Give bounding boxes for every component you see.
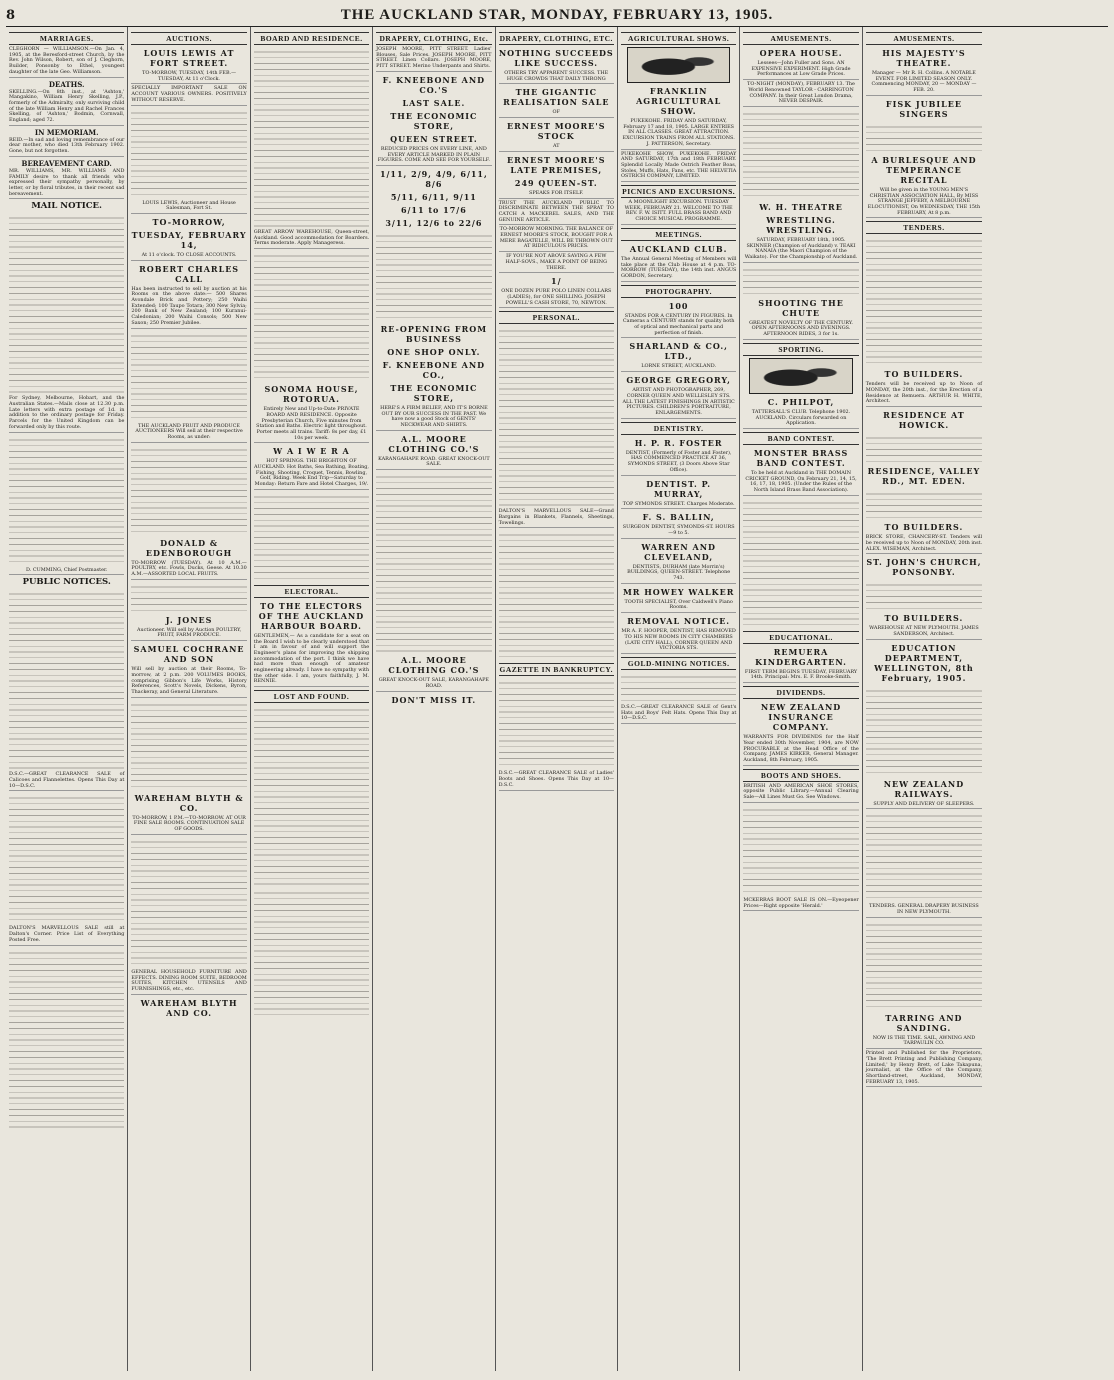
ad-display-line: NEW ZEALAND INSURANCE COMPANY. [760,702,842,733]
advertisement-text: GREAT KNOCK-OUT SALE, KARANGAHAPE ROAD. [376,678,491,691]
ad-display-line: 5/11, 6/11, 9/11 [390,191,477,202]
advertisement-text: DALTON'S MARVELLOUS SALE still at Dalton's Corner. Price List of Everything Posted Free. [9,926,124,945]
text-column-filler [499,678,614,768]
text-column-filler [131,582,246,612]
advertisement-text: BRICK STORE, CHANCERY-ST. Tenders will be received up to Noon of MONDAY, 20th inst. ALEX. WISEMAN, Architect. [866,535,982,554]
advertisement-text: CLEGHORN — WILLIAMSON.—On Jan. 4, 1905, at the Beresford-street Church, by the Rev. John Wilson, Robert, son of J. Cleghorn, Builder, Ponsonby to Ethel, youngest daughter of the late Geo. Williamson. [9,47,124,78]
ad-display-line: ROBERT CHARLES CALL [139,263,240,284]
advertisement-text: Will be given in the YOUNG MEN'S CHRISTIAN ASSOCIATION HALL, By MISS STRANGE JEFFERY, A MELBOURNE ELOCUTIONIST, On WEDNESDAY, THE 15th FEBRUARY, At 8 p.m. [866,188,982,219]
ad-display-line: SHARLAND & CO., LTD., [629,341,728,362]
advertisement-text: DALTON'S MARVELLOUS SALE—Grand Bargains in Blankets, Flannels, Sheetings, Towelings. [499,509,614,528]
advertisement-text: TOP SYMONDS STREET. Charges Moderate. [621,502,736,510]
masthead [6,4,1108,27]
text-column-filler [499,326,614,506]
ad-display-line: DENTIST. P. MURRAY, [646,478,712,499]
section-subheading: BEREAVEMENT CARD. [21,158,112,168]
text-column-filler [866,920,982,1010]
column-heading: AGRICULTURAL SHOWS. [621,32,736,45]
advertisement-text: IF YOU'RE NOT ABOVE SAVING A FEW HALF-SOVS., MAKE A POINT OF BEING THERE. [499,254,614,273]
column-heading: DRAPERY, CLOTHING, Etc. [376,32,491,45]
advertisement-text: Entirely New and Up-to-Date PRIVATE BOARD AND RESIDENCE. Opposite Presbyterian Church, Five minutes from Station and Baths. Electric light throughout. Porter meets all trains. Tariff: 8s per day, £1 10s per week. [254,407,369,443]
text-column-filler [131,445,246,535]
ad-display-line: 6/11 to 17/6 [400,204,467,215]
advertisement-text: OF [499,110,614,118]
advertisement-text: HOT SPRINGS. THE BRIGHTON OF AUCKLAND. Hot Baths, Sea Bathing, Boating, Fishing, Shooting, Croquet, Tennis, Bowling, Golf, Riding. Week End Trip—Saturday to Monday: Return Fare and Hotel Charges, 19/. [254,459,369,490]
advertisement-text: ARTIST AND PHOTOGRAPHER, 269, CORNER QUEEN AND WELLESLEY STS. ALL THE LATEST FINISHINGS IN ARTISTIC PICTURES. CHILDREN'S PORTRAITURE, ENLARGEMENTS. [621,388,736,419]
advertisement-text: PUKEKOHE SHOW, PUKEKOHE. FRIDAY AND SATURDAY, 17th and 18th FEBRUARY. Splendid Locally Made Ostrich Feather Boas, Stoles, Muffs, Hats, Fans, etc. THE HELVETIA OSTRICH COMPANY, LIMITED. [621,152,736,183]
advertisement-text: REID.—In sad and loving remembrance of our dear mother, who died 13th February 1902. Gone, but not forgotten. [9,138,124,157]
text-column-filler [866,122,982,152]
advertisement-text: SURGEON DENTIST, SYMONDS-ST. HOURS—9 to 5. [621,525,736,538]
section-heading: DENTISTRY. [621,422,736,435]
advertisement-text: ONE DOZEN PURE POLO LINEN COLLARS (LADIES), for ONE SHILLING. JOSEPH POWELL'S CASH STORE, 70, NEWTON. [499,289,614,308]
advertisement-text: TO-NIGHT (MONDAY), FEBRUARY 13. The World Renowned TAYLOR - CARRINGTON COMPANY. In their Great London Drama, NEVER DESPAIR. [743,82,858,107]
ad-display-line: WAREHAM BLYTH & CO. [134,792,244,813]
text-column-filler [254,492,369,582]
advertisement-text: For Sydney, Melbourne, Hobart, and the Australian States.—Mails close at 12.30 p.m. Late letters with extra postage of 1d. in addition to the ordinary postage for Friday. Parcels for the United Kingdom can be forwarded only by this route. [9,396,124,432]
text-column-filler [254,888,369,1018]
text-column-filler [743,265,858,295]
ad-display-line: 249 QUEEN-ST. [514,177,598,188]
column-heading: MARRIAGES. [9,32,124,45]
advertisement-text: D.S.C.—GREAT CLEARANCE SALE of Calicoes and Flannelettes. Opens This Day at 10—D.S.C. [9,772,124,791]
advertisement-text: THE AUCKLAND FRUIT AND PRODUCE AUCTIONEERS Will sell at their respective Rooms, as under: [131,424,246,443]
advertisement-text: The Annual General Meeting of Members will take place at the Club House at 4 p.m. TO-MORROW (TUESDAY), the 14th inst. ANGUS GORDON, Secretary. [621,257,736,282]
section-heading: BOOTS AND SHOES. [743,769,858,782]
advertisement-text: GENERAL HOUSEHOLD FURNITURE AND EFFECTS. DINING ROOM SUITE, BEDROOM SUITES, KITCHEN UTENSILS AND FURNISHINGS, etc., etc. [131,970,246,995]
ad-display-line: AUCKLAND CLUB. [629,243,728,254]
advertisement-text: Has been instructed to sell by auction at his Rooms on the above date:— 500 Shares Avondale Brick and Pottery; 250 Waihi Extended; 100 Taupo Totara; 300 New Sylvia; 200 Bank of New Zealand; 100 Kuranui-Caledonian; 200 Waihi Consols; 500 New Saxon; 250 Premier Jubilee. [131,287,246,329]
ad-display-line: REMUERA KINDERGARTEN. [755,646,847,667]
section-subheading: MAIL NOTICE. [31,201,102,212]
ad-display-line: FISK JUBILEE SINGERS [885,98,962,119]
engraving-illustration [627,47,730,83]
section-heading: MEETINGS. [621,228,736,241]
section-heading: EDUCATIONAL. [743,631,858,644]
ad-display-line: QUEEN STREET. [390,133,478,144]
ad-display-line: 3/11, 12/6 to 22/6 [385,217,483,228]
ad-display-line: SHOOTING THE CHUTE [758,297,844,318]
advertisement-text: SPEAKS FOR ITSELF. [499,191,614,199]
section-subheading: DEATHS. [48,79,85,89]
advertisement-text: FIRST TERM BEGINS TUESDAY, FEBRUARY 14th. Principal: Mrs. E. F. Brooke-Smith. [743,670,858,683]
ad-display-line: TO BUILDERS. [884,613,964,624]
ad-display-line: THE ECONOMIC STORE, [390,382,478,403]
advertisement-text: Tenders will be received up to Noon of MONDAY, the 20th inst., for the Erection of a Residence at Remuera. ARTHUR H. WHITE, Architect. [866,382,982,407]
column-heading: DRAPERY, CLOTHING, ETC. [499,34,613,43]
advertisement-text: JOSEPH MOORE, PITT STREET. Ladies' Blouses, Sale Prices. JOSEPH MOORE, PITT STREET. Linen Collars. JOSEPH MOORE, PITT STREET. Merino Underpants and Shirts. [376,47,491,72]
advertisement-text: At 11 o'clock. TO CLOSE ACCOUNTS. [131,253,246,261]
ad-display-line: WAREHAM BLYTH AND CO. [140,997,238,1018]
advertisement-text: DENTISTS, DURHAM (late Morrin's) BUILDINGS, QUEEN-STREET. Telephone 743. [621,565,736,584]
text-column-filler [131,108,246,198]
advertisement-text: BRITISH AND AMERICAN SHOE STORES, opposite Public Library.—Annual Clearing Sale—All Lines Must Go. See Windows. [743,784,858,803]
ad-display-line: J. JONES [165,614,213,625]
advertisement-text: LOUIS LEWIS, Auctioneer and House Salesman, Fort St. [131,201,246,214]
advertisement-text: Printed and Published for the Proprietors, 'The Brett Printing and Publishing Company, Limited,' by Henry Brett, of Lake Takapuna, journalist, at the Office of the Company, Shortland-street, Auckland, MONDAY, FEBRUARY 13, 1905. [866,1051,982,1087]
text-column-filler [9,793,124,923]
advertisement-text: TO-MORROW, 1 P.M.—TO-MORROW. AT OUR FINE SALE ROOMS. CONTINUATION SALE OF GOODS. [131,816,246,835]
text-column-filler [376,472,491,652]
advertisement-text: TO-MORROW, TUESDAY, 14th FEB.—TUESDAY, At 11 o'Clock. [131,71,246,84]
ad-display-line: SONOMA HOUSE, ROTORUA. [264,384,359,405]
ad-display-line: EDUCATION DEPARTMENT, WELLINGTON, 8th February, 1905. [874,642,974,683]
text-column-filler [866,489,982,519]
advertisement-text: Lessees—John Fuller and Sons. AN EXPENSIVE EXPERIMENT. High Grade Performances at Low Grade Prices. [743,61,858,80]
advertisement-text: D. CUMMING, Chief Postmaster. [9,568,124,576]
text-column-filler [254,47,369,227]
section-heading: TENDERS. [866,221,982,234]
engraving-illustration [749,358,852,394]
advertisement-text: HERE'S A FIRM BELIEF, AND IT'S BORNE OUT BY OUR SUCCESS IN THE PAST. We have now a good Stock of GENTS' NECKWEAR AND SHIRTS. [376,406,491,431]
column-heading: BOARD AND RESIDENCE. [254,32,369,45]
column-7 [740,27,862,1371]
section-heading: BAND CONTEST. [743,432,858,445]
ad-display-line: DONALD & EDENBOROUGH [145,537,233,558]
ad-display-line: THE ECONOMIC STORE, [390,110,478,131]
ad-display-line: A BURLESQUE AND TEMPERANCE RECITAL [871,154,977,185]
text-column-filler [499,530,614,660]
text-column-filler [621,672,736,702]
ad-display-line: DON'T MISS IT. [391,694,477,705]
ad-display-line: TO-MORROW, [152,216,226,227]
advertisement-text: SKELLING.—On 8th inst., at 'Ashton,' Mangakino, William Henry Skelling, J.P., formerly of the Admiralty, only surviving child of the late William Henry and Rachel Frances Skelling, of 'Ashton,' Bodmin, Cornwall, England; aged 72. [9,90,124,126]
ad-display-line: W A I W E R A [273,446,350,457]
ad-display-line: 100 [668,300,689,311]
text-column-filler [743,805,858,895]
newspaper-title: THE AUCKLAND STAR, MONDAY, FEBRUARY 13, 1905. [340,6,774,23]
ad-display-line: RE-OPENING FROM BUSINESS [380,323,488,344]
text-column-filler [866,811,982,901]
ad-display-line: WARREN AND CLEVELAND, [641,541,716,562]
column-3 [251,27,373,1371]
ad-display-line: REMOVAL NOTICE. [627,616,731,627]
section-heading: SPORTING. [743,343,858,356]
section-heading: PERSONAL. [499,311,614,324]
advertisement-text: TO-MORROW MORNING. THE BALANCE OF ERNEST MOORE'S STOCK, BOUGHT FOR A MERE BAGATELLE, WILL BE THROWN OUT AT RIDICULOUS PRICES. [499,227,614,252]
advertisement-text: SPECIALLY IMPORTANT SALE ON ACCOUNT VARIOUS OWNERS. POSITIVELY WITHOUT RESERVE. [131,86,246,105]
text-column-filler [743,109,858,199]
text-column-filler [131,331,246,421]
ad-display-line: RESIDENCE, VALLEY RD., MT. EDEN. [867,466,981,487]
advertisement-text: D.S.C.—GREAT CLEARANCE SALE of Ladies' Boots and Shoes. Opens This Day at 10—D.S.C. [499,771,614,790]
section-subheading: IN MEMORIAM. [34,127,99,137]
ad-display-line: NEW ZEALAND RAILWAYS. [883,778,965,799]
advertisement-text: TRUST THE AUCKLAND PUBLIC TO DISCRIMINATE BETWEEN THE SPRAT TO CATCH A MACKEREL SALES, AND THE GENUINE ARTICLE. [499,201,614,226]
text-column-filler [9,435,124,565]
advertisement-text: LORNE STREET, AUCKLAND. [621,364,736,372]
ad-display-line: ERNEST MOORE'S STOCK [507,121,606,142]
advertisement-text: WARRANTS FOR DIVIDENDS for the Half Year ended 30th November, 1904, are NOW PROCURABLE at the Head Office of the Company. JAMES KIRKER, General Manager. Auckland, 8th February, 1905. [743,735,858,766]
ad-display-line: ONE SHOP ONLY. [387,346,481,357]
ad-display-line: SAMUEL COCHRANE AND SON [133,644,245,665]
ad-display-line: A.L. MOORE CLOTHING CO.'S [388,655,480,676]
text-column-filler [866,433,982,463]
advertisement-text: TO-MORROW (TUESDAY). At 10 A.M.—POULTRY, etc. Fowls, Ducks, Geese. At 10.30 A.M.—ASSORTED LOCAL FRUITS. [131,561,246,580]
advertisement-text: GENTLEMEN,— As a candidate for a seat on the Board I wish to be clearly understood that I am in favour of and will support the Engineer's plans for improving the shipping accommodation of the port. I think we have had more than enough of amateur engineering already. I have no sympathy with the other side. I am, yours faithfully, J. M. RENNIE. [254,634,369,687]
section-heading: PHOTOGRAPHY. [621,285,736,298]
column-8 [863,27,985,1371]
text-column-filler [9,213,124,393]
advertisement-text: Manager — Mr R. H. Collins. A NOTABLE EVENT. FOR LIMITED SEASON ONLY. Commencing MONDAY, 20 — MONDAY — FEB. 20. [866,71,982,96]
advertisement-text: GREAT ARROW WAREHOUSE, Queen-street, Auckland. Good accommodation for Boarders. Terms moderate. Apply Manageress. [254,230,369,249]
ad-display-line: TUESDAY, FEBRUARY 14, [131,229,247,250]
advertisement-text: DENTIST, (Formerly of Foster and Foster), HAS COMMENCED PRACTICE AT 36, SYMONDS STREET, (3 Doors Above Star Office). [621,451,736,476]
text-column-filler [866,236,982,366]
advertisement-text: NOW IS THE TIME. SAIL, AWNING AND TARPAULIN CO. [866,1036,982,1049]
text-column-filler [254,251,369,381]
advertisement-text: STANDS FOR A CENTURY IN FIGURES. In Cameras a CENTURY stands for quality both of optical and mechanical parts and perfection of finish. [621,314,736,339]
section-heading: GAZETTE IN BANKRUPTCY. [499,665,613,675]
advertisement-text: WAREHOUSE AT NEW PLYMOUTH. JAMES SANDERSON, Architect. [866,626,982,639]
section-heading: ELECTORAL. [254,585,369,598]
ad-display-line: 1/ [551,276,562,287]
text-column-filler [376,231,491,321]
advertisement-text: Will sell by auction at their Rooms, To-morrow, at 2 p.m. 200 VOLUMES BOOKS, comprising Gibbon's Life Works, History References, Scott's Novels, Dickens, Byron, Thackeray, and General Literature. [131,667,246,698]
advertisement-text: MCKERRAS BOOT SALE IS ON.—Eyeopener Prices—Right opposite 'Herald.' [743,898,858,911]
ad-display-line: WRESTLING. WRESTLING. [766,214,836,235]
text-column-filler [743,498,858,628]
advertisement-text: TOOTH SPECIALIST, Over Caldwell's Piano Rooms. [621,600,736,613]
advertisement-text: GREATEST NOVELTY OF THE CENTURY. OPEN AFTERNOONS AND EVENINGS. AFTERNOON RIDES, 3 for 1s. [743,321,858,340]
advertisement-text: A MOONLIGHT EXCURSION. TUESDAY WEEK, FEBRUARY 21. WELCOME TO THE REV. F. W. ISITT. FULL BRASS BAND AND CHOICE MUSICAL PROGRAMME. [621,200,736,225]
section-heading: PICNICS AND EXCURSIONS. [622,187,736,197]
advertisement-text: AT [499,144,614,152]
column-2 [128,27,250,1371]
ad-display-line: ERNEST MOORE'S LATE PREMISES, [507,154,606,175]
advertisement-text: PUKEKOHE. FRIDAY AND SATURDAY, February 17 and 18, 1905. LARGE ENTRIES IN ALL CLASSES. GREAT ATTRACTION. EXCURSION TRAINS FROM ALL STATIONS. J. PATTERSON, Secretary. [621,119,736,150]
advertisement-text: Auctioneer. Will sell by Auction POULTRY, FRUIT, FARM PRODUCE. [131,628,246,641]
ad-display-line: ST. JOHN'S CHURCH, PONSONBY. [866,557,982,578]
ad-display-line: 1/11, 2/9, 4/9, 6/11, 8/6 [379,168,488,189]
column-heading: AMUSEMENTS. [866,32,982,45]
ad-display-line: F. S. BALLIN, [642,512,715,523]
ad-display-line: GEORGE GREGORY, [626,375,731,386]
text-column-filler [9,948,124,1128]
ad-display-line: TO BUILDERS. [884,522,964,533]
text-column-filler [254,705,369,885]
ad-display-line: F. KNEEBONE AND CO., [382,359,486,380]
ad-display-line: LOUIS LEWIS AT FORT STREET. [143,48,235,68]
advertisement-text: TENDERS. GENERAL DRAPERY BUSINESS IN NEW PLYMOUTH. [866,904,982,917]
ad-display-line: A.L. MOORE CLOTHING CO.'S [388,433,480,454]
ad-display-line: FRANKLIN AGRICULTURAL SHOW. [636,86,722,116]
advertisement-text: KARANGAHAPE ROAD. GREAT KNOCK-OUT SALE. [376,457,491,470]
advertisement-text: REDUCED PRICES ON EVERY LINE, AND EVERY ARTICLE MARKED IN PLAIN FIGURES. COME AND SEE FOR YOURSELF. [376,147,491,166]
text-column-filler [866,580,982,610]
text-column-filler [131,700,246,790]
ad-display-line: OPERA HOUSE. [759,48,843,58]
column-1 [6,27,128,1371]
advertisement-text: D.S.C.—GREAT CLEARANCE SALE of Gent's Hats and Boys' Felt Hats. Opens This Day at 10—D.S.C. [621,705,736,724]
ad-display-line: TO THE ELECTORS OF THE AUCKLAND HARBOUR BOARD. [258,600,365,631]
ad-display-line: LAST SALE. [402,97,466,108]
text-column-filler [9,589,124,769]
column-6 [618,27,740,1371]
text-column-filler [131,837,246,967]
column-4 [373,27,495,1371]
page-number: 8 [6,7,16,23]
ad-display-line: TO BUILDERS. [884,369,964,380]
ad-display-line: TARRING AND SANDING. [885,1012,963,1033]
section-heading: GOLD-MINING NOTICES. [621,657,736,670]
advertisement-text: OTHERS TRY APPARENT SUCCESS. THE HUGE CROWDS THAT DAILY THRONG [499,71,614,84]
section-heading: DIVIDENDS. [743,686,858,699]
ad-display-line: H. P. R. FOSTER [634,437,723,448]
ad-display-line: HIS MAJESTY'S THEATRE. [882,48,966,68]
advertisement-text: SUPPLY AND DELIVERY OF SLEEPERS. [866,802,982,810]
ad-display-line: NOTHING SUCCEEDS LIKE SUCCESS. [498,48,614,68]
ad-display-line: F. KNEEBONE AND CO.'S [382,74,486,95]
advertisement-text: MR. WILLIAMS, MR. WILLIAMS AND FAMILY desire to thank all friends who expressed their sympathy personally, by letter, or by floral tributes, in their recent sad bereavement. [9,169,124,200]
ad-display-line: MONSTER BRASS BAND CONTEST. [753,447,849,468]
ad-display-line: THE GIGANTIC REALISATION SALE [503,87,610,108]
column-heading: AMUSEMENTS. [743,32,858,45]
text-column-filler [866,686,982,776]
section-heading: LOST AND FOUND. [254,690,369,703]
column-5 [496,27,618,1371]
columns [6,27,1108,1371]
advertisement-text: SATURDAY, FEBRUARY 18th, 1905. SKINNER (Champion of Auckland) v. TEAKI NANAIA (the Maori Champion of the Waikato). For the Championship of Auckland. [743,238,858,263]
ad-display-line: MR HOWEY WALKER [622,586,735,597]
ad-display-line: W. H. THEATRE [759,201,843,212]
ad-display-line: RESIDENCE AT HOWICK. [883,410,965,431]
column-heading: AUCTIONS. [131,32,246,45]
ad-display-line: C. PHILPOT, [767,396,835,407]
section-subheading: PUBLIC NOTICES. [22,577,111,588]
advertisement-text: To be held at Auckland in THE DOMAIN CRICKET GROUND, On February 21, 14, 15, 16, 17, 18, 1905. (Under the Rules of the North Island Brass Band Association). [743,471,858,496]
advertisement-text: TATTERSALL'S CLUB. Telephone 1902. AUCKLAND. Circulars forwarded on Application. [743,410,858,429]
advertisement-text: MR A. F. HOOPER, DENTIST, HAS REMOVED TO HIS NEW ROOMS IN CITY CHAMBERS (LATE CITY HALL), CORNER QUEEN AND VICTORIA STS. [621,629,736,654]
